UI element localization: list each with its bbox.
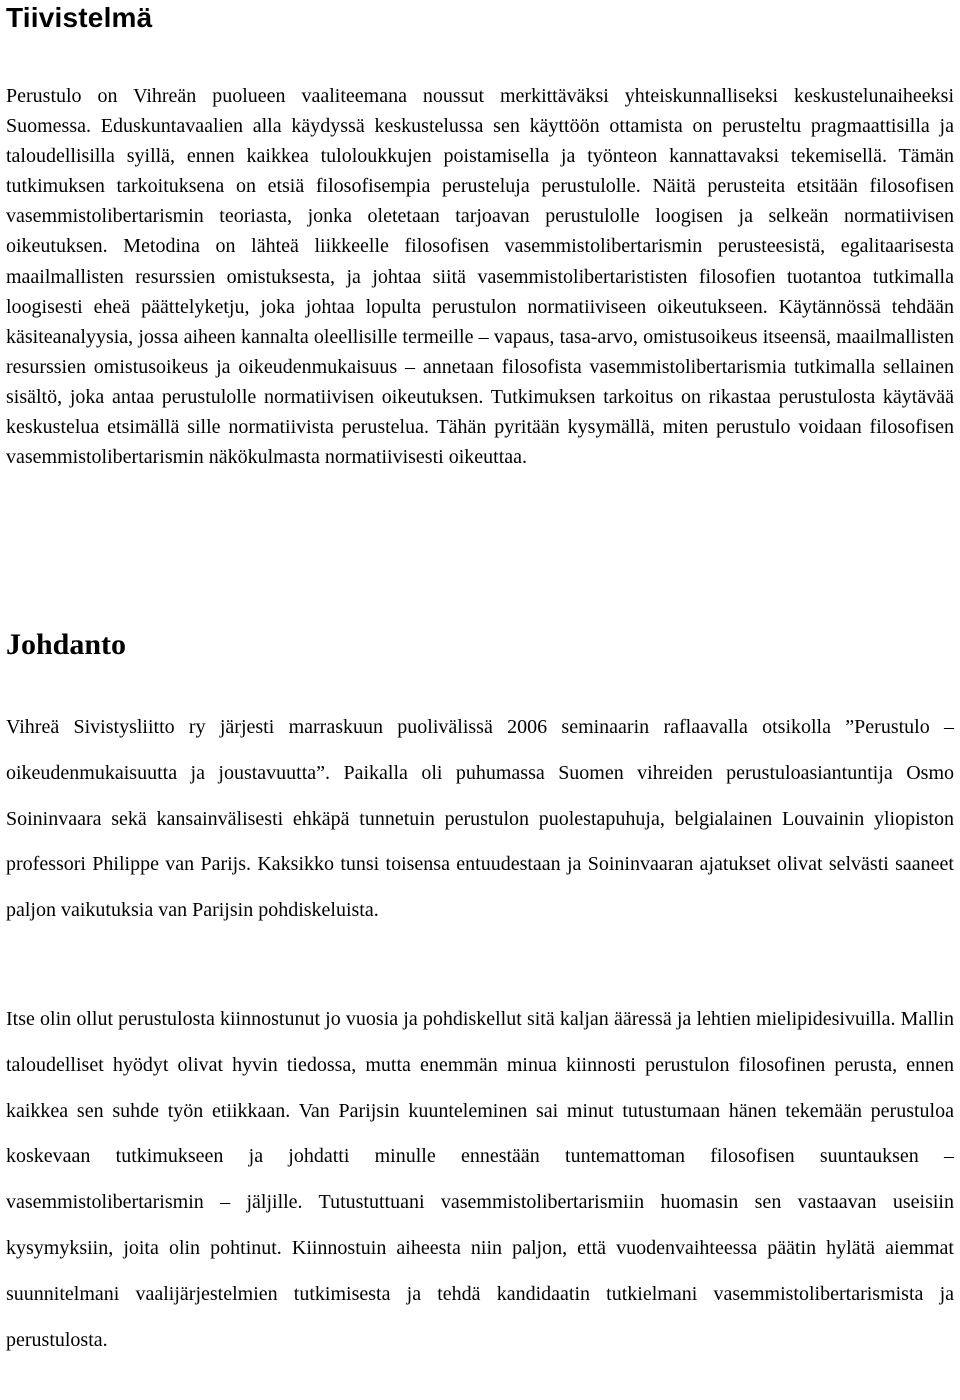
document-page <box>6 0 954 1351</box>
introduction-paragraph-1: Vihreä Sivistysliitto ry järjesti marraskuun puolivälissä 2006 seminaarin raflaavalla otsikolla ”Perustulo – oikeudenmukaisuutta ja joustavuutta”. Paikalla oli puhumassa Suomen vihreiden perustuloasiantuntija Osmo Soininvaara sekä kansainvälisesti ehkäpä tunnetuin perustulon puolestapuhuja, belgialainen Louvainin yliopiston professori Philippe van Parijs. Kaksikko tunsi toisensa entuudestaan ja Soininvaaran ajatukset olivat selvästi saaneet paljon vaikutuksia van Parijsin pohdiskeluista. <box>6 716 954 922</box>
abstract-heading: Tiivistelmä <box>6 2 153 33</box>
introduction-heading: Johdanto <box>6 628 127 661</box>
abstract-paragraph: Perustulo on Vihreän puolueen vaaliteemana noussut merkittäväksi yhteiskunnalliseksi keskustelunaiheeksi Suomessa. Eduskuntavaalien alla käydyssä keskustelussa sen käyttöön ottamista on perusteltu pragmaattisilla ja taloudellisilla syillä, ennen kaikkea tuloloukkujen poistamisella ja työnteon kannattavaksi tekemisellä. Tämän tutkimuksen tarkoituksena on etsiä filosofisempia perusteluja perustulolle. Näitä perusteita etsitään filosofisen vasemmistolibertarismin teoriasta, jonka oletetaan tarjoavan perustulolle loogisen ja selkeän normatiivisen oikeutuksen. Metodina on lähteä liikkeelle filosofisen vasemmistolibertarismin perusteesistä, egalitaarisesta maailmallisten resurssien omistuksesta, ja johtaa siitä vasemmistolibertarististen filosofien tuotantoa tutkimalla loogisesti eheä päättelyketju, joka johtaa lopulta perustulon normatiiviseen oikeutukseen. Käytännössä tehdään käsiteanalyysia, jossa aiheen kannalta oleellisille termeille – vapaus, tasa-arvo, omistusoikeus itseensä, maailmallisten resurssien omistusoikeus ja oikeudenmukaisuus – annetaan filosofista vasemmistolibertarismia tutkimalla sellainen sisältö, joka antaa perustulolle normatiivisen oikeutuksen. Tutkimuksen tarkoitus on rikastaa perustulosta käytävää keskustelua etsimällä sille normatiivista perustelua. Tähän pyritään kysymällä, miten perustulo voidaan filosofisen vasemmistolibertarismin näkökulmasta normatiivisesti oikeuttaa. <box>6 85 954 469</box>
introduction-paragraph-2: Itse olin ollut perustulosta kiinnostunut jo vuosia ja pohdiskellut sitä kaljan ääressä ja lehtien mielipidesivuilla. Mallin taloudelliset hyödyt olivat hyvin tiedossa, mutta enemmän minua kiinnosti perustulon filosofinen perusta, ennen kaikkea sen suhde työn etiikkaan. Van Parijsin kuunteleminen sai minut tutustumaan hänen tekemään perustuloa koskevaan tutkimukseen ja johdatti minulle ennestään tuntemattoman filosofisen suuntauksen – vasemmistolibertarismin – jäljille. Tutustuttuani vasemmistolibertarismiin huomasin sen vastaavan useisiin kysymyksiin, joita olin pohtinut. Kiinnostuin aiheesta niin paljon, että vuodenvaihteessa päätin hylätä aiemmat suunnitelmani vaalijärjestelmien tutkimisesta ja tehdä kandidaatin tutkielmani vasemmistolibertarismista ja perustulosta. <box>6 1008 954 1351</box>
